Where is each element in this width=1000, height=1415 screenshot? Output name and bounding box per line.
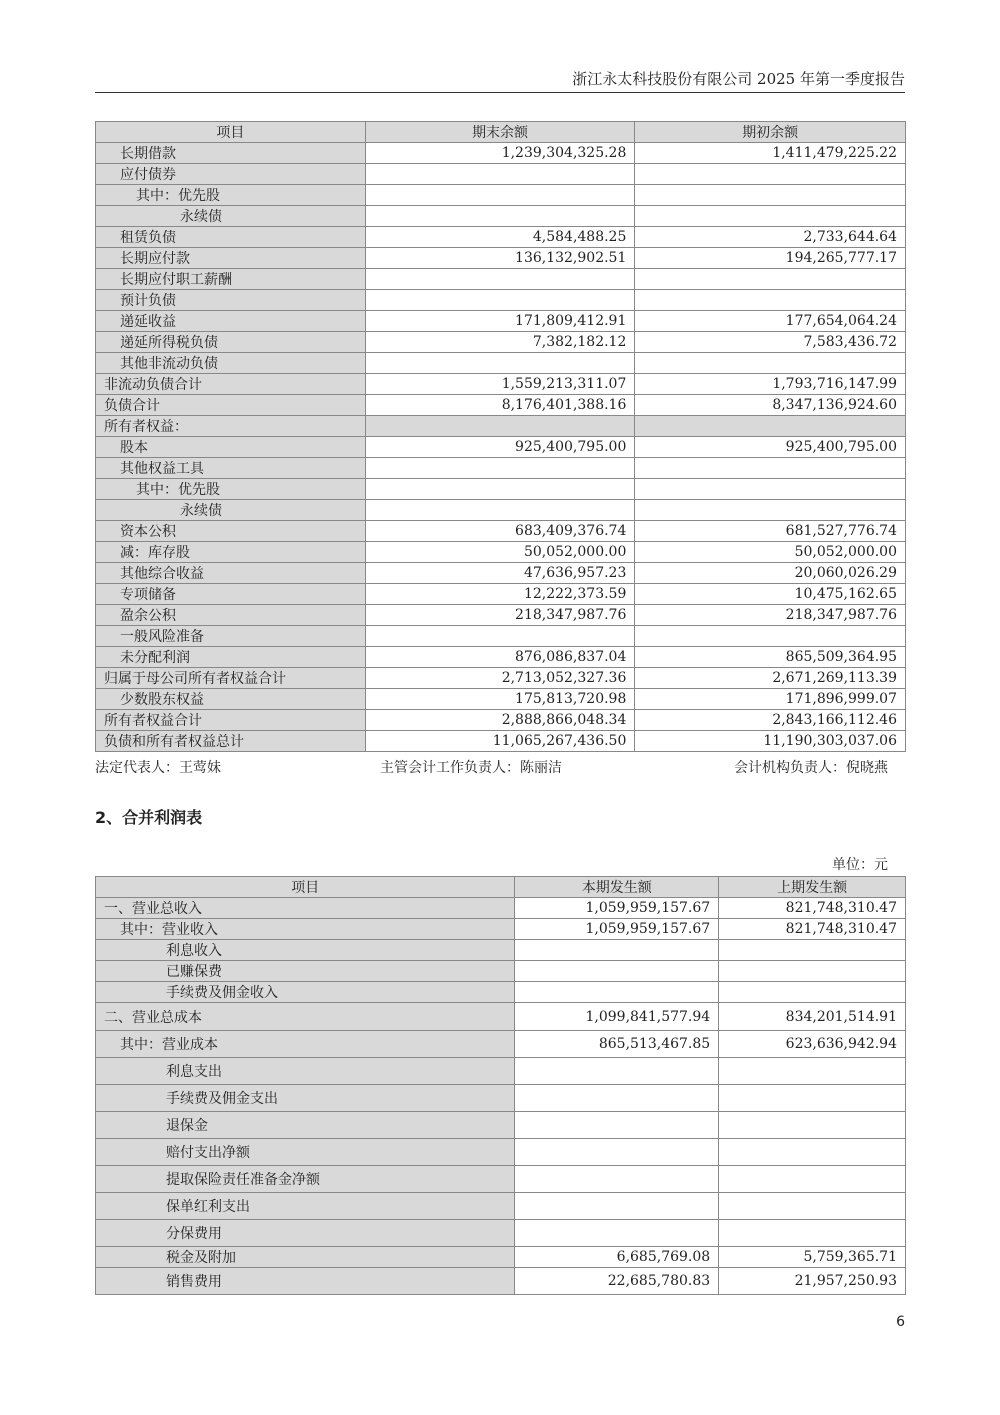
table-row [96, 353, 906, 374]
cell-begin: 7,583,436.72 [635, 332, 906, 353]
row-label: 一般风险准备 [96, 626, 366, 647]
report-header: 浙江永太科技股份有限公司 2025 年第一季度报告 [95, 66, 905, 93]
row-label: 一、营业总收入 [96, 898, 515, 919]
table-row [96, 290, 906, 311]
row-label: 销售费用 [96, 1268, 515, 1295]
cell-prior [719, 982, 906, 1003]
cell-begin: 1,793,716,147.99 [635, 374, 906, 395]
table-row [96, 437, 906, 458]
cell-end: 925,400,795.00 [365, 437, 635, 458]
row-label: 资本公积 [96, 521, 366, 542]
cell-end: 1,559,213,311.07 [365, 374, 635, 395]
row-label: 永续债 [96, 500, 366, 521]
cell-begin: 11,190,303,037.06 [635, 731, 906, 752]
cell-prior: 821,748,310.47 [719, 919, 906, 940]
cell-end [365, 458, 635, 479]
row-label: 未分配利润 [96, 647, 366, 668]
row-label: 其中：优先股 [96, 185, 366, 206]
unit-label: 单位：元 [832, 857, 888, 873]
cell-end: 50,052,000.00 [365, 542, 635, 563]
cell-end [365, 500, 635, 521]
cell-begin [635, 164, 906, 185]
row-label: 其他综合收益 [96, 563, 366, 584]
table-row [96, 332, 906, 353]
cell-prior [719, 1085, 906, 1112]
cell-end [365, 416, 635, 437]
cell-current [515, 1085, 719, 1112]
cell-end [365, 164, 635, 185]
table-row [96, 311, 906, 332]
row-label: 负债合计 [96, 395, 366, 416]
row-label: 税金及附加 [96, 1247, 515, 1268]
cell-begin [635, 290, 906, 311]
row-label: 负债和所有者权益总计 [96, 731, 366, 752]
table-row [96, 940, 906, 961]
row-label: 股本 [96, 437, 366, 458]
row-label: 递延收益 [96, 311, 366, 332]
column-header: 期末余额 [365, 122, 635, 143]
table-row [96, 982, 906, 1003]
row-label: 长期应付职工薪酬 [96, 269, 366, 290]
cell-begin: 681,527,776.74 [635, 521, 906, 542]
page-number: 6 [896, 1314, 905, 1330]
table-row [96, 584, 906, 605]
row-label: 赔付支出净额 [96, 1139, 515, 1166]
cell-prior [719, 1193, 906, 1220]
income-statement-table [95, 876, 906, 1295]
table-row [96, 521, 906, 542]
accounting-head: 主管会计工作负责人：陈丽洁 [380, 760, 562, 776]
cell-end: 2,888,866,048.34 [365, 710, 635, 731]
table-row [96, 605, 906, 626]
table-row [96, 1193, 906, 1220]
row-label: 非流动负债合计 [96, 374, 366, 395]
cell-end [365, 626, 635, 647]
cell-end: 1,239,304,325.28 [365, 143, 635, 164]
cell-begin [635, 416, 906, 437]
cell-prior: 21,957,250.93 [719, 1268, 906, 1295]
cell-end: 11,065,267,436.50 [365, 731, 635, 752]
table-row [96, 1031, 906, 1058]
cell-begin [635, 626, 906, 647]
table-row [96, 500, 906, 521]
table-row [96, 542, 906, 563]
cell-end: 4,584,488.25 [365, 227, 635, 248]
table-row [96, 563, 906, 584]
cell-prior [719, 1220, 906, 1247]
cell-begin [635, 458, 906, 479]
row-label: 其他非流动负债 [96, 353, 366, 374]
cell-current [515, 940, 719, 961]
row-label: 租赁负债 [96, 227, 366, 248]
cell-begin: 177,654,064.24 [635, 311, 906, 332]
cell-current [515, 1220, 719, 1247]
cell-current [515, 1112, 719, 1139]
table-row [96, 710, 906, 731]
cell-current [515, 961, 719, 982]
cell-end: 12,222,373.59 [365, 584, 635, 605]
cell-end: 171,809,412.91 [365, 311, 635, 332]
cell-begin: 2,671,269,113.39 [635, 668, 906, 689]
table-row [96, 248, 906, 269]
column-header: 期初余额 [635, 122, 906, 143]
table-row [96, 647, 906, 668]
row-label: 所有者权益： [96, 416, 366, 437]
cell-prior [719, 1058, 906, 1085]
cell-current [515, 1193, 719, 1220]
cell-end: 218,347,987.76 [365, 605, 635, 626]
table-row [96, 374, 906, 395]
cell-end: 683,409,376.74 [365, 521, 635, 542]
cell-current [515, 1139, 719, 1166]
cell-end: 175,813,720.98 [365, 689, 635, 710]
row-label: 手续费及佣金支出 [96, 1085, 515, 1112]
row-label: 所有者权益合计 [96, 710, 366, 731]
row-label: 应付债券 [96, 164, 366, 185]
cell-begin [635, 500, 906, 521]
table-row [96, 206, 906, 227]
cell-current: 1,059,959,157.67 [515, 919, 719, 940]
cell-begin [635, 353, 906, 374]
cell-begin: 865,509,364.95 [635, 647, 906, 668]
row-label: 归属于母公司所有者权益合计 [96, 668, 366, 689]
cell-begin: 8,347,136,924.60 [635, 395, 906, 416]
table-row [96, 1085, 906, 1112]
row-label: 递延所得税负债 [96, 332, 366, 353]
row-label: 其中：营业成本 [96, 1031, 515, 1058]
cell-begin: 1,411,479,225.22 [635, 143, 906, 164]
table-row [96, 185, 906, 206]
row-label: 其中：优先股 [96, 479, 366, 500]
row-label: 利息支出 [96, 1058, 515, 1085]
cell-prior [719, 940, 906, 961]
cell-begin: 218,347,987.76 [635, 605, 906, 626]
cell-begin [635, 185, 906, 206]
row-label: 盈余公积 [96, 605, 366, 626]
legal-representative: 法定代表人：王莺妹 [95, 760, 221, 776]
cell-prior: 821,748,310.47 [719, 898, 906, 919]
table-row [96, 416, 906, 437]
cell-current [515, 982, 719, 1003]
cell-begin [635, 479, 906, 500]
table-row [96, 898, 906, 919]
cell-current [515, 1058, 719, 1085]
table-row [96, 479, 906, 500]
cell-prior [719, 1166, 906, 1193]
cell-prior [719, 961, 906, 982]
table-row [96, 1166, 906, 1193]
cell-prior: 834,201,514.91 [719, 1003, 906, 1031]
row-label: 二、营业总成本 [96, 1003, 515, 1031]
cell-current: 6,685,769.08 [515, 1247, 719, 1268]
cell-begin [635, 206, 906, 227]
cell-begin [635, 269, 906, 290]
row-label: 分保费用 [96, 1220, 515, 1247]
row-label: 永续债 [96, 206, 366, 227]
table-row [96, 458, 906, 479]
table-row [96, 626, 906, 647]
cell-end: 7,382,182.12 [365, 332, 635, 353]
column-header: 上期发生额 [719, 877, 906, 898]
row-label: 预计负债 [96, 290, 366, 311]
cell-begin: 10,475,162.65 [635, 584, 906, 605]
row-label: 其中：营业收入 [96, 919, 515, 940]
row-label: 减：库存股 [96, 542, 366, 563]
row-label: 利息收入 [96, 940, 515, 961]
cell-current: 22,685,780.83 [515, 1268, 719, 1295]
cell-begin: 2,843,166,112.46 [635, 710, 906, 731]
cell-current: 1,059,959,157.67 [515, 898, 719, 919]
table-row [96, 395, 906, 416]
cell-begin: 171,896,999.07 [635, 689, 906, 710]
cell-end [365, 269, 635, 290]
cell-begin: 194,265,777.17 [635, 248, 906, 269]
table-row [96, 961, 906, 982]
column-header: 项目 [96, 122, 366, 143]
cell-end: 47,636,957.23 [365, 563, 635, 584]
table-row [96, 1139, 906, 1166]
cell-end: 8,176,401,388.16 [365, 395, 635, 416]
cell-end: 876,086,837.04 [365, 647, 635, 668]
column-header: 本期发生额 [515, 877, 719, 898]
cell-end [365, 479, 635, 500]
table-row [96, 1268, 906, 1295]
row-label: 其他权益工具 [96, 458, 366, 479]
table-row [96, 1003, 906, 1031]
row-label: 退保金 [96, 1112, 515, 1139]
cell-begin: 2,733,644.64 [635, 227, 906, 248]
table-row [96, 1247, 906, 1268]
section-title: 2、合并利润表 [95, 808, 203, 827]
table-row [96, 227, 906, 248]
table-row [96, 269, 906, 290]
row-label: 长期借款 [96, 143, 366, 164]
cell-end [365, 353, 635, 374]
cell-end: 136,132,902.51 [365, 248, 635, 269]
table-row [96, 731, 906, 752]
row-label: 已赚保费 [96, 961, 515, 982]
table-row [96, 143, 906, 164]
cell-prior: 623,636,942.94 [719, 1031, 906, 1058]
row-label: 专项储备 [96, 584, 366, 605]
cell-current: 1,099,841,577.94 [515, 1003, 719, 1031]
cell-current: 865,513,467.85 [515, 1031, 719, 1058]
cell-prior: 5,759,365.71 [719, 1247, 906, 1268]
cell-end: 2,713,052,327.36 [365, 668, 635, 689]
cell-end [365, 290, 635, 311]
row-label: 长期应付款 [96, 248, 366, 269]
cell-end [365, 206, 635, 227]
cell-begin: 925,400,795.00 [635, 437, 906, 458]
table-row [96, 689, 906, 710]
cell-begin: 20,060,026.29 [635, 563, 906, 584]
table-row [96, 1220, 906, 1247]
column-header: 项目 [96, 877, 515, 898]
table-row [96, 164, 906, 185]
row-label: 保单红利支出 [96, 1193, 515, 1220]
row-label: 少数股东权益 [96, 689, 366, 710]
row-label: 手续费及佣金收入 [96, 982, 515, 1003]
table-row [96, 1112, 906, 1139]
table-row [96, 919, 906, 940]
cell-begin: 50,052,000.00 [635, 542, 906, 563]
accounting-org-head: 会计机构负责人：倪晓燕 [734, 760, 888, 776]
cell-prior [719, 1112, 906, 1139]
table-row [96, 668, 906, 689]
cell-current [515, 1166, 719, 1193]
cell-end [365, 185, 635, 206]
balance-sheet-table [95, 121, 906, 752]
table-row [96, 1058, 906, 1085]
cell-prior [719, 1139, 906, 1166]
row-label: 提取保险责任准备金净额 [96, 1166, 515, 1193]
